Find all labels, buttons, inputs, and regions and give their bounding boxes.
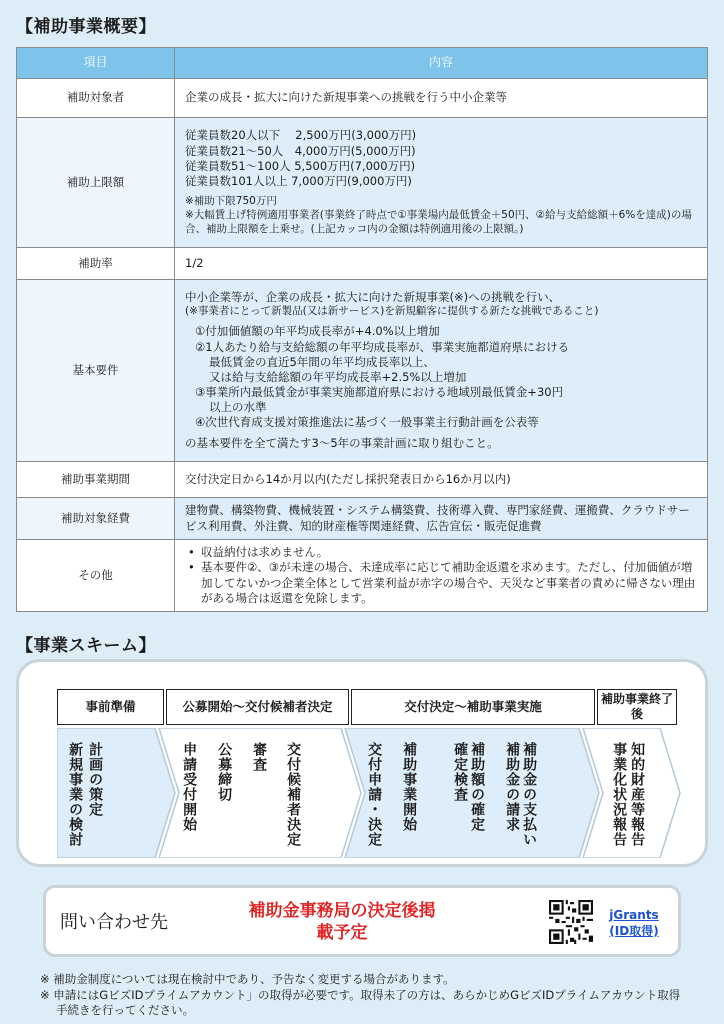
step-text: 公募締切 (216, 742, 233, 802)
step-text: 補助金の請求 (504, 742, 521, 832)
row-content-limit (175, 118, 708, 248)
req-item-3-cont: 以上の水準 (209, 400, 267, 415)
step-text: 新規事業の検討 (67, 742, 84, 847)
header-item: 項目 (17, 48, 175, 79)
limit-line: 従業員数101人以上 7,000万円(9,000万円) (185, 173, 412, 188)
step-text: 確定検査 (452, 742, 469, 802)
row-content-requirements (175, 280, 708, 462)
phase-after: 補助事業終了後 (597, 689, 677, 725)
table-header-row (17, 48, 708, 79)
overview-title: 【補助事業概要】 (16, 17, 156, 37)
req-intro-note: (※事業者にとって新製品(又は新サービス)を新規顧客に提供する新たな挑戦であること) (185, 305, 599, 318)
row-label-rate: 補助率 (17, 248, 175, 280)
req-outro: の基本要件を全て満たす3～5年の事業計画に取り組むこと。 (185, 435, 499, 450)
table-row (17, 79, 708, 118)
table-row (17, 462, 708, 498)
row-label-period: 補助事業期間 (17, 462, 175, 498)
row-content-period: 交付決定日から14か月以内(ただし採択発表日から16か月以内) (175, 462, 708, 498)
jgrants-sub-label[interactable]: (ID取得) (609, 923, 659, 938)
phase-grant: 交付決定～補助事業実施 (351, 689, 595, 725)
table-row (17, 248, 708, 280)
req-item-2-cont: 最低賃金の直近5年間の年平均成長率以上、 (209, 354, 435, 369)
contact-label: 問い合わせ先 (60, 912, 168, 933)
overview-table (16, 47, 708, 612)
step-text: 補助金の支払い (521, 742, 538, 847)
step-text: 交付候補者決定 (285, 742, 302, 847)
req-item-4: ④次世代育成支援対策推進法に基づく一般事業主行動計画を公表等 (195, 415, 539, 430)
row-label-requirements: 基本要件 (17, 280, 175, 462)
limit-line: 従業員数20人以下 2,500万円(3,000万円) (185, 128, 417, 143)
phase-public: 公募開始～交付候補者決定 (166, 689, 349, 725)
footnotes (40, 972, 690, 1019)
limit-line: 従業員数21～50人 4,000万円(5,000万円) (185, 143, 416, 158)
limit-note-min: ※補助下限750万円 (185, 195, 277, 208)
req-intro: 中小企業等が、企業の成長・拡大に向けた新規事業(※)への挑戦を行い、 (185, 290, 561, 305)
step-text: 申請受付開始 (181, 742, 198, 832)
step-text: 計画の策定 (87, 742, 104, 817)
table-row (17, 280, 708, 462)
other-bullet: • 収益納付は求めません。 (185, 545, 697, 560)
jgrants-label[interactable]: jGrants (609, 908, 659, 922)
table-row (17, 118, 708, 248)
table-row (17, 498, 708, 540)
req-item-2-cont: 又は給与支給総額の年平均成長率+2.5%以上増加 (209, 369, 467, 384)
step-text: 審査 (251, 742, 268, 772)
req-item-1: ①付加価値額の年平均成長率が+4.0%以上増加 (195, 324, 440, 339)
row-label-expenses: 補助対象経費 (17, 498, 175, 540)
jgrants-link[interactable] (601, 908, 667, 939)
step-text: 交付申請・決定 (366, 742, 383, 847)
step-text: 事業化状況報告 (611, 742, 628, 847)
row-label-target: 補助対象者 (17, 79, 175, 118)
qr-code-icon[interactable] (549, 900, 593, 944)
row-label-limit: 補助上限額 (17, 118, 175, 248)
req-item-2: ②1人あたり給与支給総額の年平均成長率が、事業実施都道府県における (195, 339, 570, 354)
row-content-target: 企業の成長・拡大に向けた新規事業への挑戦を行う中小企業等 (175, 79, 708, 118)
header-content: 内容 (175, 48, 708, 79)
phase-prep: 事前準備 (57, 689, 164, 725)
footnote: ※ 申請にはGビズIDプライムアカウント」の取得が必要です。取得未了の方は、あらかじめGビズIDプライムアカウント取得手続きを行ってください。 (40, 987, 681, 1018)
table-row (17, 540, 708, 612)
step-text: 補助額の確定 (469, 742, 486, 832)
row-content-expenses: 建物費、構築物費、機械装置・システム構築費、技術導入費、専門家経費、運搬費、クラウドサービス利用費、外注費、知的財産権等関連経費、広告宣伝・販売促進費 (175, 498, 708, 540)
scheme-title: 【事業スキーム】 (16, 636, 156, 656)
req-item-3: ③事業所内最低賃金が事業実施都道府県における地域別最低賃金+30円 (195, 385, 564, 400)
contact-panel (43, 885, 681, 957)
scheme-panel (16, 659, 708, 867)
step-text: 知的財産等報告 (629, 742, 646, 847)
row-label-other: その他 (17, 540, 175, 612)
row-content-other (175, 540, 708, 612)
limit-line: 従業員数51～100人 5,500万円(7,000万円) (185, 158, 416, 173)
row-content-rate: 1/2 (175, 248, 708, 280)
footnote: ※ 補助金制度については現在検討中であり、予告なく変更する場合があります。 (40, 972, 455, 986)
limit-note-special: ※大幅賃上げ特例適用事業者(事業終了時点で①事業場内最低賃金＋50円、②給与支給総額＋6%を達成)の場合、補助上限額を上乗せ。(上記カッコ内の金額は特例適用後の上限額。) (185, 208, 692, 235)
step-text: 補助事業開始 (401, 742, 418, 832)
other-bullet: • 基本要件②、③が未達の場合、未達成率に応じて補助金返還を求めます。ただし、付加価値が増加してないかつ企業全体として営業利益が赤字の場合や、天災など事業者の責めに帰さない理由がある場合は返還を免除します。 (185, 560, 697, 606)
contact-status: 補助金事務局の決定後掲載予定 (248, 901, 436, 944)
